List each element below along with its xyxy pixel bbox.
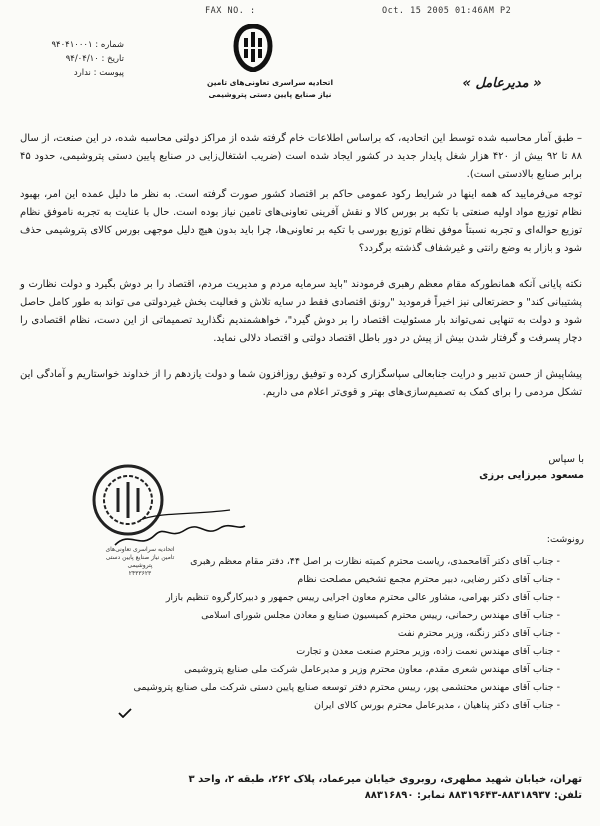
closing-thanks: با سپاس [548,454,584,465]
handwritten-signature [110,500,250,560]
cc-item: - جناب آقای دکتر آقامحمدی، ریاست محترم کمیته نظارت بر اصل ۴۴، دفتر مقام معظم رهبری [190,556,560,567]
cc-item: - جناب آقای مهندس نعمت زاده، وزیر محترم صنعت معدن و تجارت [296,646,560,657]
cc-item: - جناب آقای دکتر زنگنه، وزیر محترم نفت [397,628,560,639]
body-paragraph-4: پیشاپیش از حسن تدبیر و درایت جنابعالی سپاسگزاری کرده و توفیق روزافزون شما و دولت یازدهم را از خداوند خواستاریم و آمادگی این تشکل مردمی را برای کمک به تصمیم‌سازی‌های بهتر و قوی‌تر اعلام می داریم. [20,369,582,398]
letter-meta [14,38,124,80]
recipient-title: « مدیرعامل » [462,76,542,91]
cc-title: رونوشت: [546,534,584,545]
footer-contact [120,772,582,804]
body-paragraph-1: – طبق آمار محاسبه شده توسط این اتحادیه، که براساس اطلاعات خام گرفته شده از مراکز دولتی محاسبه شده، در این صنعت، از سال ۸۸ تا ۹۲ بیش از ۴۲۰ هزار شغل پایدار جدید در کشور ایجاد شده است (ضریب اشتغال‌زایی در صنایع پایین دستی پتروشیمی، حدود ۴۵ برابر صنایع بالادستی است). [20,133,583,180]
letter-date-value: ۹۴/۰۴/۱۰ [65,54,99,64]
cc-item: - جناب آقای مهندس شعری مقدم، معاون محترم وزیر و مدیرعامل شرکت ملی صنایع پتروشیمی [184,664,560,675]
cc-item: - جناب آقای دکتر بهرامی، مشاور عالی محترم معاون اجرایی رییس جمهور و دبیرکارگروه تنظیم بازار [165,592,560,603]
letter-attachment-label: پیوست : [93,68,124,78]
stamp-text-line3: ۲۴۳۳۶۲۳ [128,570,152,577]
footer-phones: تلفن: ۸۸۳۱۸۹۳۷-۸۸۳۱۹۶۴۳ نمابر: ۸۸۳۱۶۸۹۰ [364,790,582,801]
letter-date [14,52,124,66]
checkmark-icon [118,708,132,718]
letter-number [14,38,124,52]
closing-block [444,452,584,484]
cc-item: - جناب آقای مهندس محتشمی پور، رییس محترم دفتر توسعه صنایع پایین دستی شرکت ملی صنایع پتروشیمی [133,682,560,693]
organization-name-line1: اتحادیه سراسری تعاونی‌های تامین [206,78,334,87]
cc-item: - جناب آقای مهندس رحمانی، رییس محترم کمیسیون صنایع و معادن مجلس شورای اسلامی [201,610,560,621]
organization-logo [233,24,273,72]
letter-attachment-value: ندارد [73,68,91,78]
letter-attachment [14,66,124,80]
body-paragraph-2: توجه می‌فرمایید که همه اینها در شرایط رکود عمومی حاکم بر اقتصاد کشور صورت گرفته است. به نظر ما دلیل عمده این امر، بهبود نظام توزیع مواد اولیه صنعتی با تکیه بر بورس کالا و نقش آفرینی تعاونی‌های تامین نیاز بوده است. حال با عنایت به تجربه ناموفق نظام توزیع حواله‌ای و تجربه نسبتاً موفق نظام توزیع بورسی با تکیه بر تعاونی‌ها، چرا باید بدون هیچ دلیل موجهی بورس کالای پتروشیمی حذف شود و بازار به وضع رانتی و غیرشفاف گذشته برگردد؟ [20,189,582,254]
cc-item: - جناب آقای دکتر رضایی، دبیر محترم مجمع تشخیص مصلحت نظام [297,574,560,585]
fax-number-label: FAX NO. : [205,6,256,16]
footer-address: تهران، خیابان شهید مطهری، روبروی خیابان میرعماد، پلاک ۲۶۲، طبقه ۲، واحد ۳ [188,774,582,785]
letter-date-label: تاریخ : [101,54,124,64]
stamp-text-line1: اتحادیه سراسری تعاونی‌های [105,546,175,553]
cc-item: - جناب آقای دکتر پناهیان ، مدیرعامل محترم بورس کالای ایران [314,700,560,711]
fax-datetime: Oct. 15 2005 01:46AM P2 [382,6,512,16]
letter-number-label: شماره : [95,40,124,50]
stamp-text-line2: تامین نیاز صنایع پایین دستی پتروشیمی [105,554,175,569]
letter-number-value: ۹۴۰۴۱۰۰۰۱ [51,40,93,50]
signer-name: مسعود میرزایی برزی [479,470,584,481]
cc-list [40,553,560,715]
body-paragraph-3: نکته پایانی آنکه همانطورکه مقام معظم رهبری فرمودند "باید سرمایه مردم و مدیریت مردم، اقتصاد را بر دوش بگیرد و دولت نظارت و پشتیبانی کند" و حضرتعالی نیز اخیراً فرمودید "رونق اقتصادی فقط در سایه تلاش و فعالیت بخش غیردولتی می تواند به طور کامل حاصل شود و دولت به تنهایی نمی‌تواند بار مسئولیت اقتصاد را بر دوش گیرد"، خواهشمندیم نگذارید تصمیماتی از این دست، نظام اقتصادی را دچار پسرفت و گرفتار شدن بیش از پیش در دور باطل اقتصاد دولتی و اقتصاد دلالی نماید. [20,279,582,344]
organization-name-line2: نیاز صنایع پایین دستی پتروشیمی [208,90,332,99]
